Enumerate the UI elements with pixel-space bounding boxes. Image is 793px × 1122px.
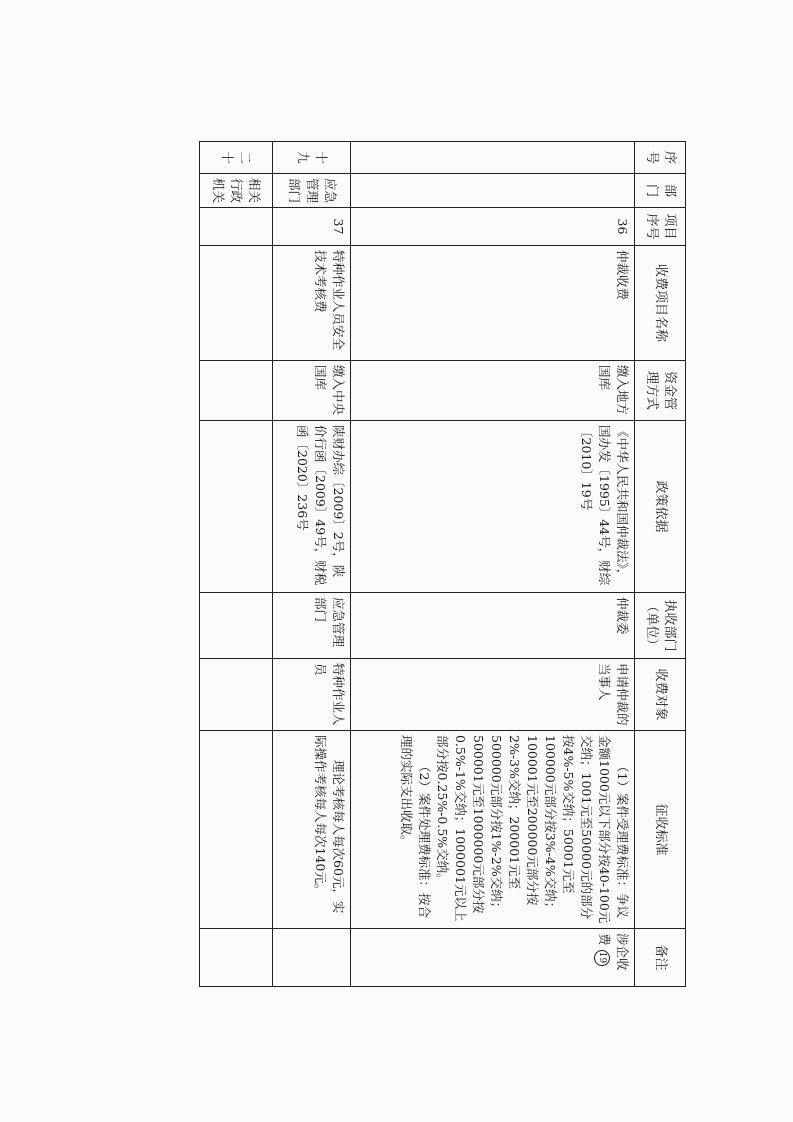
cell-seq: 二十 <box>200 142 273 174</box>
fee-table <box>199 141 686 987</box>
cell-remark <box>200 929 273 987</box>
standard-paragraph-2: （2）案件处理费标准：按合理的实际支出收取。 <box>399 735 433 918</box>
cell-exec-dept: 应急管理部门 <box>273 593 351 659</box>
header-item-no: 项目序号 <box>635 208 686 246</box>
header-exec-dept: 执收部门（单位） <box>635 593 686 659</box>
header-dept: 部门 <box>635 174 686 208</box>
rotated-table-container <box>199 141 686 986</box>
table-row <box>273 142 351 987</box>
header-target: 收费对象 <box>635 659 686 731</box>
standard-paragraph-1: （1）案件受理费标准：争议金额1000元以下部分按40-100元交纳；1001元至50000元的部分按4%-5%交纳；50001元至100000元部分按3%-4%交纳；100001元至200000元部分按2%-3%交纳；200001元至500000元部分按1%-2%交纳；500001元至1000000元部分按0.5%-1%交纳；1000001元以上部分按0.25%-0.5%交纳。 <box>435 735 631 924</box>
cell-item-name <box>200 246 273 361</box>
cell-target: 申请仲裁的当事人 <box>351 659 635 731</box>
cell-standard <box>273 731 351 929</box>
cell-remark <box>351 929 635 987</box>
header-row <box>635 142 686 987</box>
standard-paragraph-1: 理论考核每人每次60元，实际操作考核每人每次140元。 <box>313 735 346 914</box>
cell-fund-mgmt: 缴入中央国库 <box>273 361 351 421</box>
cell-dept: 应急管理部门 <box>273 174 351 208</box>
cell-policy <box>200 421 273 593</box>
cell-item-no: 36 <box>351 208 635 246</box>
cell-seq <box>351 142 635 174</box>
cell-target <box>200 659 273 731</box>
cell-item-no: 37 <box>273 208 351 246</box>
cell-item-name: 特种作业人员安全技术考核费 <box>273 246 351 361</box>
cell-dept: 相关行政机关 <box>200 174 273 208</box>
table-row <box>351 142 635 987</box>
header-item-name: 收费项目名称 <box>635 246 686 361</box>
cell-standard <box>351 731 635 929</box>
cell-remark <box>273 929 351 987</box>
header-standard: 征收标准 <box>635 731 686 929</box>
cell-fund-mgmt <box>200 361 273 421</box>
cell-item-no <box>200 208 273 246</box>
cell-item-name: 仲裁收费 <box>351 246 635 361</box>
header-seq: 序号 <box>635 142 686 174</box>
footnote-circle-mark: 19 <box>594 950 610 966</box>
cell-exec-dept <box>200 593 273 659</box>
header-fund-mgmt: 资金管理方式 <box>635 361 686 421</box>
header-policy: 政策依据 <box>635 421 686 593</box>
table-row <box>200 142 273 987</box>
cell-exec-dept: 仲裁委 <box>351 593 635 659</box>
cell-fund-mgmt: 缴入地方国库 <box>351 361 635 421</box>
cell-standard <box>200 731 273 929</box>
cell-policy: 陕财办综〔2009〕2号，陕价行函〔2009〕49号，财税函〔2020〕236号 <box>273 421 351 593</box>
remark-text: 涉企收费 <box>597 933 631 971</box>
cell-policy: 《中华人民共和国仲裁法》，国办发〔1995〕44号，财综〔2010〕19号 <box>351 421 635 593</box>
cell-target: 特种作业人员 <box>273 659 351 731</box>
header-remark: 备注 <box>635 929 686 987</box>
cell-dept <box>351 174 635 208</box>
cell-seq: 十九 <box>273 142 351 174</box>
